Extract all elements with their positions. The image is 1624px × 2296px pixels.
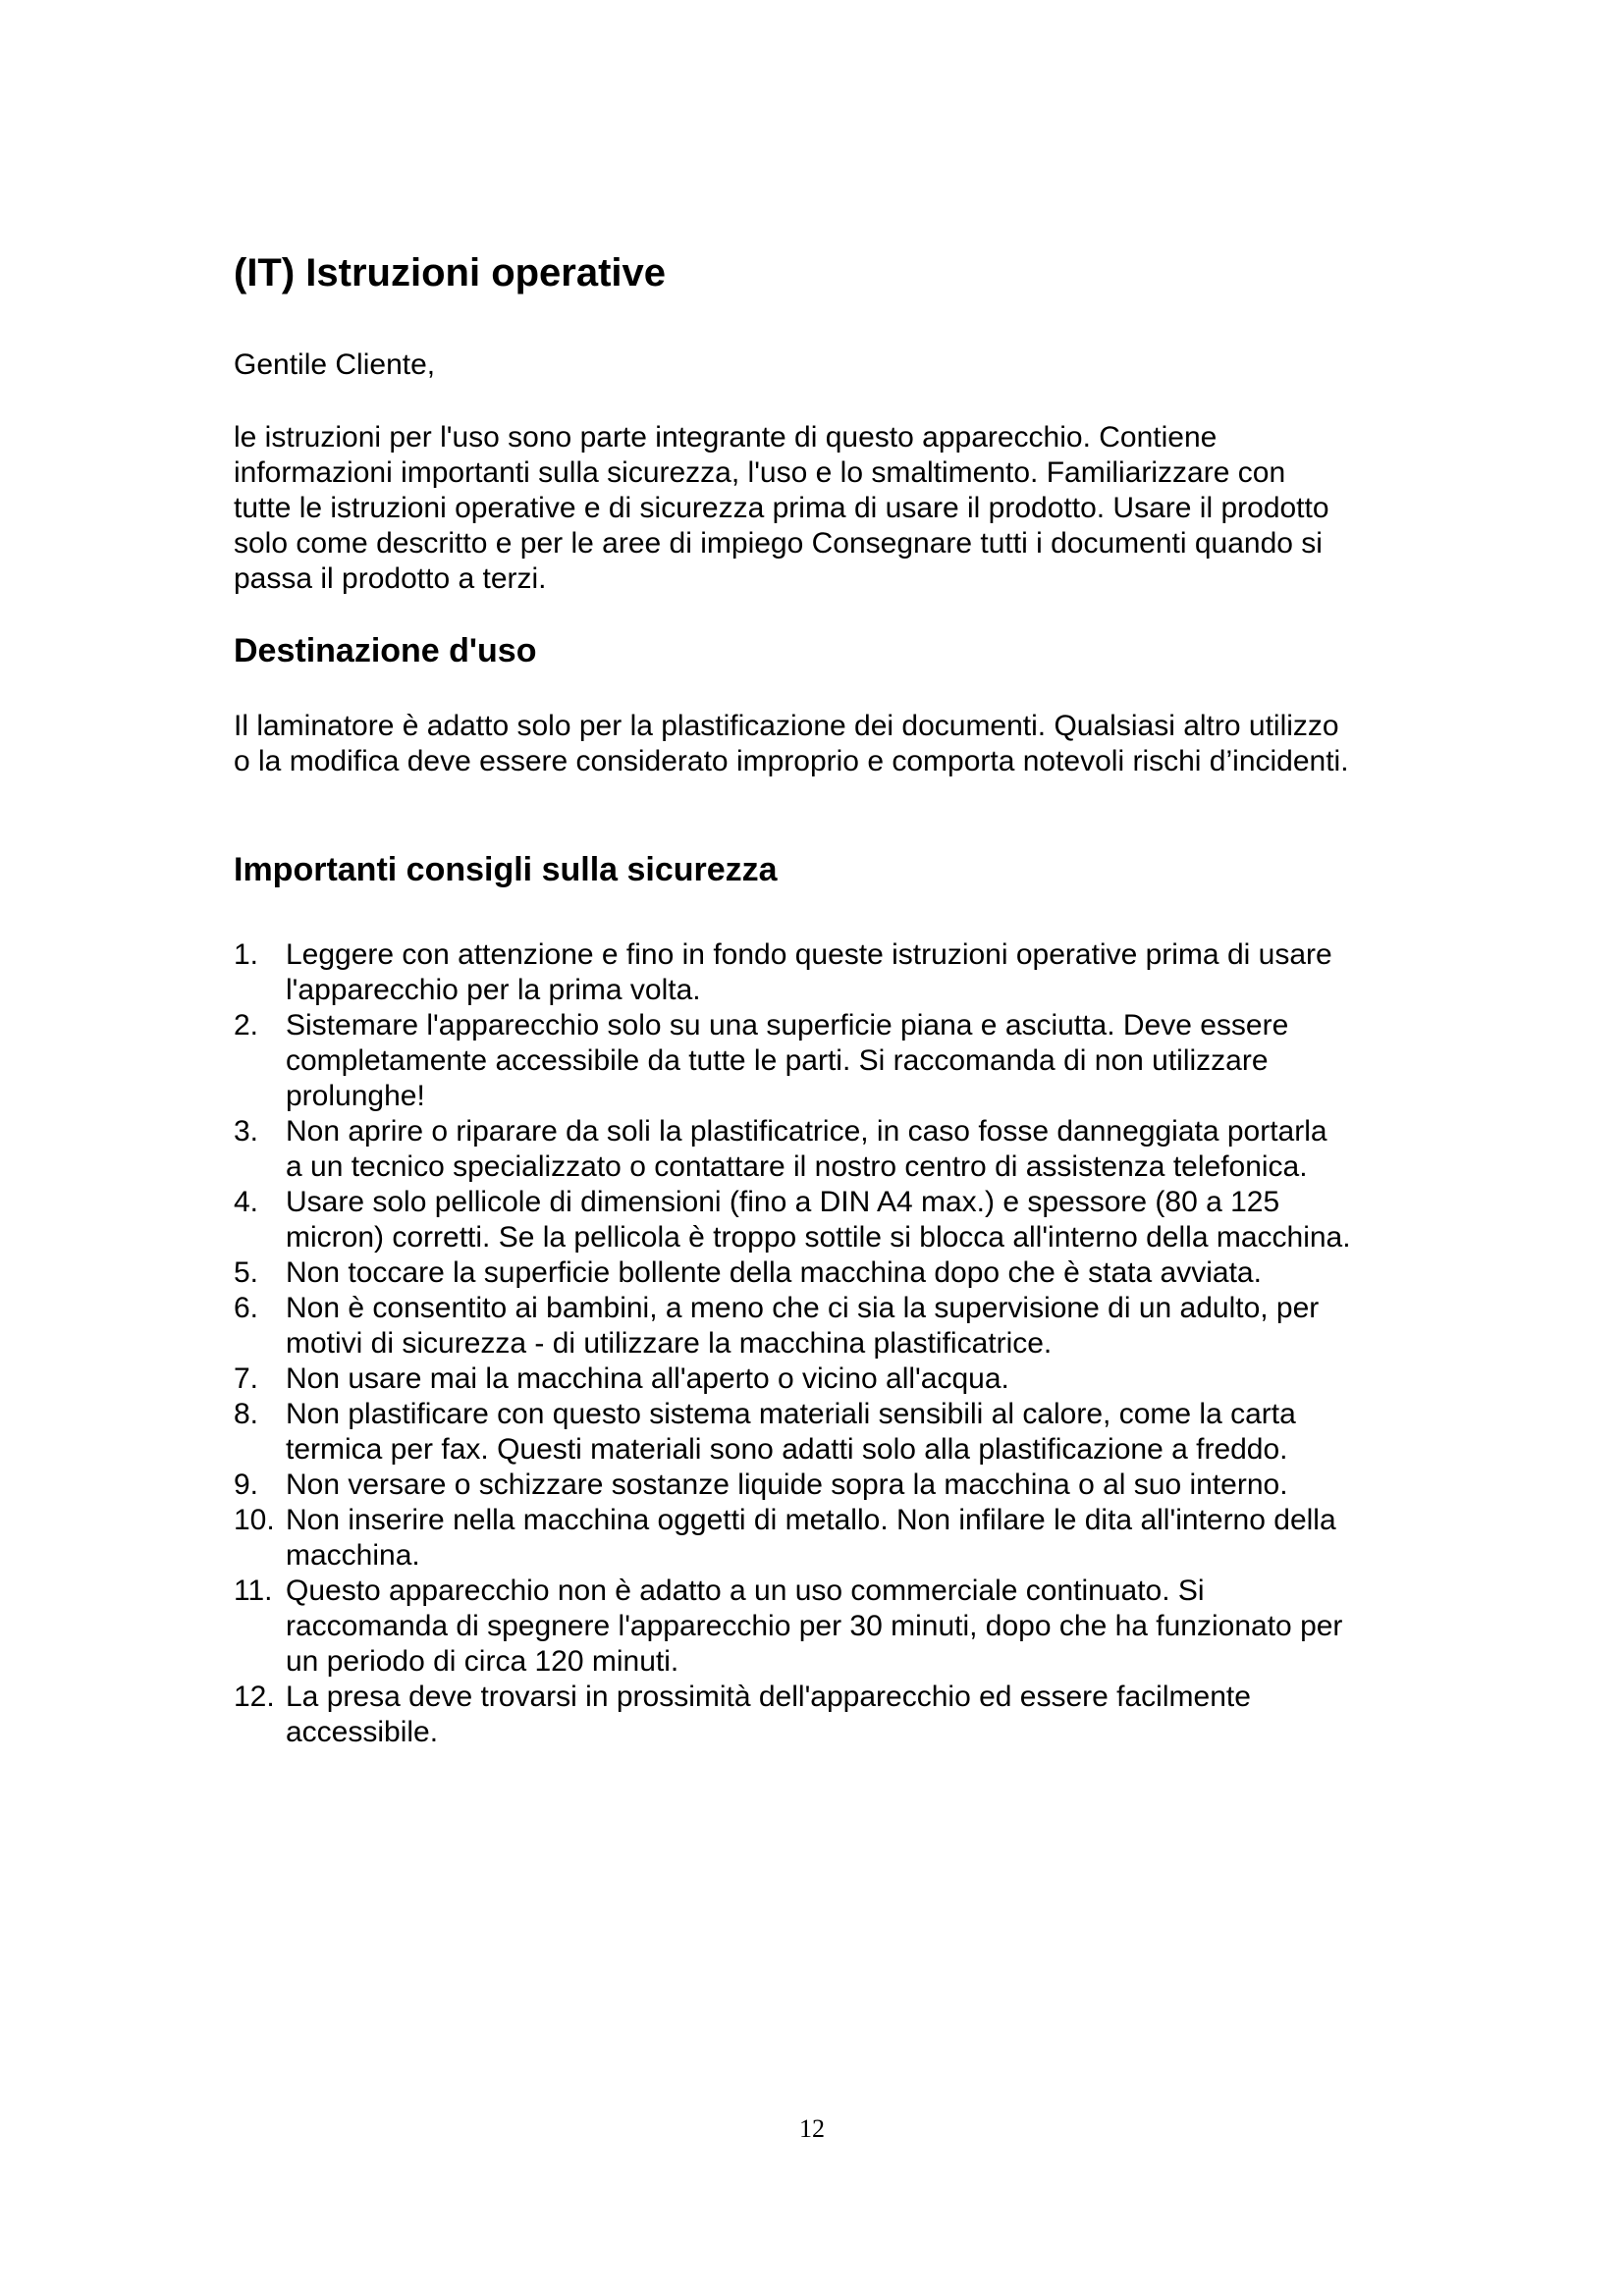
safety-list [234,937,1351,1750]
item-line: prolunghe! [286,1080,425,1112]
item-line: completamente accessibile da tutte le parti. Si raccomanda di non utilizzare [286,1044,1269,1077]
item-number: 8. [234,1398,259,1430]
item-line: un periodo di circa 120 minuti. [286,1645,679,1678]
intro-line: passa il prodotto a terzi. [234,562,547,595]
item-line: Non aprire o riparare da soli la plastificatrice, in caso fosse danneggiata portarla [286,1115,1327,1148]
item-number: 12. [234,1681,275,1713]
intro-line: informazioni importanti sulla sicurezza, l'uso e lo smaltimento. Familiarizzare con [234,456,1286,489]
item-line: l'apparecchio per la prima volta. [286,974,701,1006]
safety-heading: Importanti consigli sulla sicurezza [234,851,778,888]
safety-item [234,1362,1351,1397]
intro-line: tutte le istruzioni operative e di sicurezza prima di usare il prodotto. Usare il prodotto [234,492,1329,524]
item-line: raccomanda di spegnere l'apparecchio per 30 minuti, dopo che ha funzionato per [286,1610,1343,1642]
item-number: 11. [234,1575,273,1607]
item-number: 10. [234,1504,275,1536]
item-line: Usare solo pellicole di dimensioni (fino a DIN A4 max.) e spessore (80 a 125 [286,1186,1280,1218]
safety-item [234,1574,1351,1680]
safety-item [234,1185,1351,1255]
item-line: La presa deve trovarsi in prossimità dell'apparecchio ed essere facilmente [286,1681,1251,1713]
page-title: (IT) Istruzioni operative [234,251,667,294]
intro-line: solo come descritto e per le aree di impiego Consegnare tutti i documenti quando si [234,527,1323,560]
item-line: Leggere con attenzione e fino in fondo queste istruzioni operative prima di usare [286,938,1332,971]
safety-item [234,1468,1351,1503]
safety-item [234,937,1351,1008]
item-line: Non toccare la superficie bollente della macchina dopo che è stata avviata. [286,1256,1262,1289]
item-number: 3. [234,1115,259,1148]
page-number: 12 [799,2114,825,2143]
intended-use-paragraph [234,709,1349,779]
safety-item [234,1291,1351,1362]
safety-item [234,1397,1351,1468]
intended-use-heading: Destinazione d'uso [234,632,537,669]
item-line: Non plastificare con questo sistema materiali sensibili al calore, come la carta [286,1398,1296,1430]
item-line: Questo apparecchio non è adatto a un uso commerciale continuato. Si [286,1575,1205,1607]
item-number: 5. [234,1256,259,1289]
intended-use-line: Il laminatore è adatto solo per la plastificazione dei documenti. Qualsiasi altro utilizzo [234,710,1339,742]
intro-line: le istruzioni per l'uso sono parte integrante di questo apparecchio. Contiene [234,421,1218,454]
safety-item [234,1255,1351,1291]
safety-item [234,1008,1351,1114]
item-line: Non inserire nella macchina oggetti di metallo. Non infilare le dita all'interno della [286,1504,1336,1536]
safety-item [234,1503,1351,1574]
item-line: motivi di sicurezza - di utilizzare la macchina plastificatrice. [286,1327,1053,1360]
item-number: 2. [234,1009,259,1041]
item-line: Non è consentito ai bambini, a meno che ci sia la supervisione di un adulto, per [286,1292,1320,1324]
item-line: accessibile. [286,1716,439,1748]
item-line: micron) corretti. Se la pellicola è troppo sottile si blocca all'interno della macchina. [286,1221,1351,1254]
greeting: Gentile Cliente, [234,348,436,381]
intro-paragraph [234,420,1329,597]
item-line: a un tecnico specializzato o contattare il nostro centro di assistenza telefonica. [286,1150,1308,1183]
intended-use-line: o la modifica deve essere considerato improprio e comporta notevoli rischi d’incidenti. [234,745,1349,777]
safety-item [234,1114,1351,1185]
safety-item [234,1680,1351,1750]
item-number: 6. [234,1292,259,1324]
item-line: Non usare mai la macchina all'aperto o vicino all'acqua. [286,1362,1009,1395]
item-number: 4. [234,1186,259,1218]
item-line: termica per fax. Questi materiali sono adatti solo alla plastificazione a freddo. [286,1433,1288,1466]
item-line: Non versare o schizzare sostanze liquide sopra la macchina o al suo interno. [286,1468,1288,1501]
item-number: 1. [234,938,259,971]
item-number: 9. [234,1468,259,1501]
item-line: macchina. [286,1539,420,1572]
item-line: Sistemare l'apparecchio solo su una superficie piana e asciutta. Deve essere [286,1009,1289,1041]
item-number: 7. [234,1362,259,1395]
